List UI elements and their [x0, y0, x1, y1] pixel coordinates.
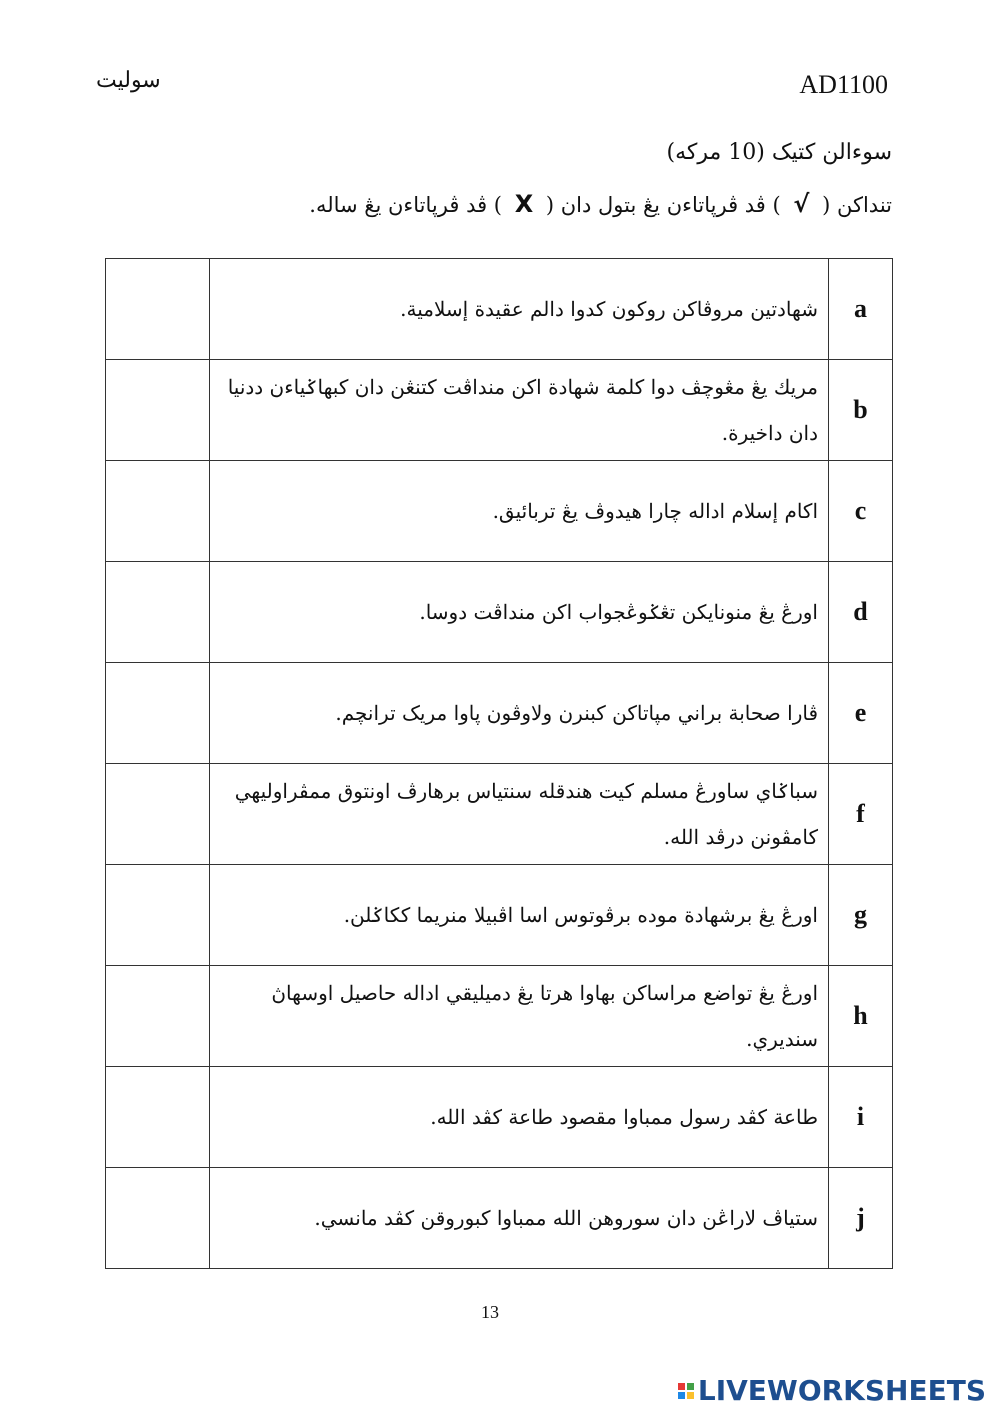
answer-box[interactable] [106, 1168, 210, 1269]
question-letter: j [829, 1168, 893, 1269]
question-row [106, 562, 893, 663]
question-text: مريك يڠ مڠوچڤ دوا كلمة شهادة اكن منداڤت كتنڠن دان كبهاݢياءن ددنيا دان داخيرة. [210, 360, 829, 461]
question-letter: g [829, 865, 893, 966]
answer-box[interactable] [106, 966, 210, 1067]
question-text: اورڠ يڠ تواضع مراساكن بهاوا هرتا يڠ دميليقي اداله حاصيل اوسهاڽ سنديري. [210, 966, 829, 1067]
instruction-part-3: ) ڤد ڤرپاتاءن يڠ ساله. [309, 193, 502, 217]
question-letter: c [829, 461, 893, 562]
question-text: طاعة كڤد رسول ممباوا مقصود طاعة كڤد الله. [210, 1067, 829, 1168]
course-code: AD1100 [799, 70, 888, 99]
instruction-part-1: تنداكن ( [822, 193, 892, 217]
answer-box[interactable] [106, 259, 210, 360]
question-letter: e [829, 663, 893, 764]
question-row [106, 461, 893, 562]
question-letter: h [829, 966, 893, 1067]
question-row [106, 259, 893, 360]
question-letter: f [829, 764, 893, 865]
answer-box[interactable] [106, 1067, 210, 1168]
check-mark-icon: √ [793, 190, 810, 218]
section-title: سوءالن كتيک (10 مركه) [666, 140, 892, 165]
question-row [106, 1168, 893, 1269]
answer-box[interactable] [106, 562, 210, 663]
page-number: 13 [481, 1302, 499, 1322]
answer-box[interactable] [106, 461, 210, 562]
brand-text: LIVEWORKSHEETS [697, 1374, 986, 1407]
instruction-part-2: ) ڤد ڤرپاتاءن يڠ بتول دان ( [545, 193, 781, 217]
question-text: ڤارا صحابة براني مپاتاكن كبنرن ولاوڤون پاوا مريک ترانچم. [210, 663, 829, 764]
logo-squares-icon [678, 1383, 694, 1399]
x-mark-icon: X [514, 190, 534, 218]
question-row [106, 764, 893, 865]
question-letter: a [829, 259, 893, 360]
question-text: شهادتين مروڤاكن روكون كدوا دالم عقيدة إسلامية. [210, 259, 829, 360]
question-text: اورڠ يڠ برشهادة موده برڤوتوس اسا اڤبيلا منريما ككاݢلن. [210, 865, 829, 966]
answer-box[interactable] [106, 764, 210, 865]
answer-box[interactable] [106, 360, 210, 461]
question-text: اكام إسلام اداله چارا هيدوڤ يڠ تربائيق. [210, 461, 829, 562]
question-row [106, 360, 893, 461]
question-letter: i [829, 1067, 893, 1168]
question-row [106, 966, 893, 1067]
header-title: سوليت [96, 68, 161, 93]
question-row [106, 1067, 893, 1168]
question-text: سباݢاي ساورڠ مسلم كيت هندقله سنتياس برهارڤ اونتوق ممڤراوليهي كامڤونن درڤد الله. [210, 764, 829, 865]
question-letter: b [829, 360, 893, 461]
question-row [106, 663, 893, 764]
question-text: ستياڤ لاراڠن دان سوروهن الله ممباوا كبوروقن كڤد مانسي. [210, 1168, 829, 1269]
question-text: اورڠ يڠ منونايكن تڠݢوڠجواب اكن منداڤت دوسا. [210, 562, 829, 663]
questions-table [105, 258, 893, 1269]
question-row [106, 865, 893, 966]
answer-box[interactable] [106, 865, 210, 966]
question-letter: d [829, 562, 893, 663]
liveworksheets-logo [678, 1374, 986, 1407]
instruction [309, 190, 892, 218]
answer-box[interactable] [106, 663, 210, 764]
